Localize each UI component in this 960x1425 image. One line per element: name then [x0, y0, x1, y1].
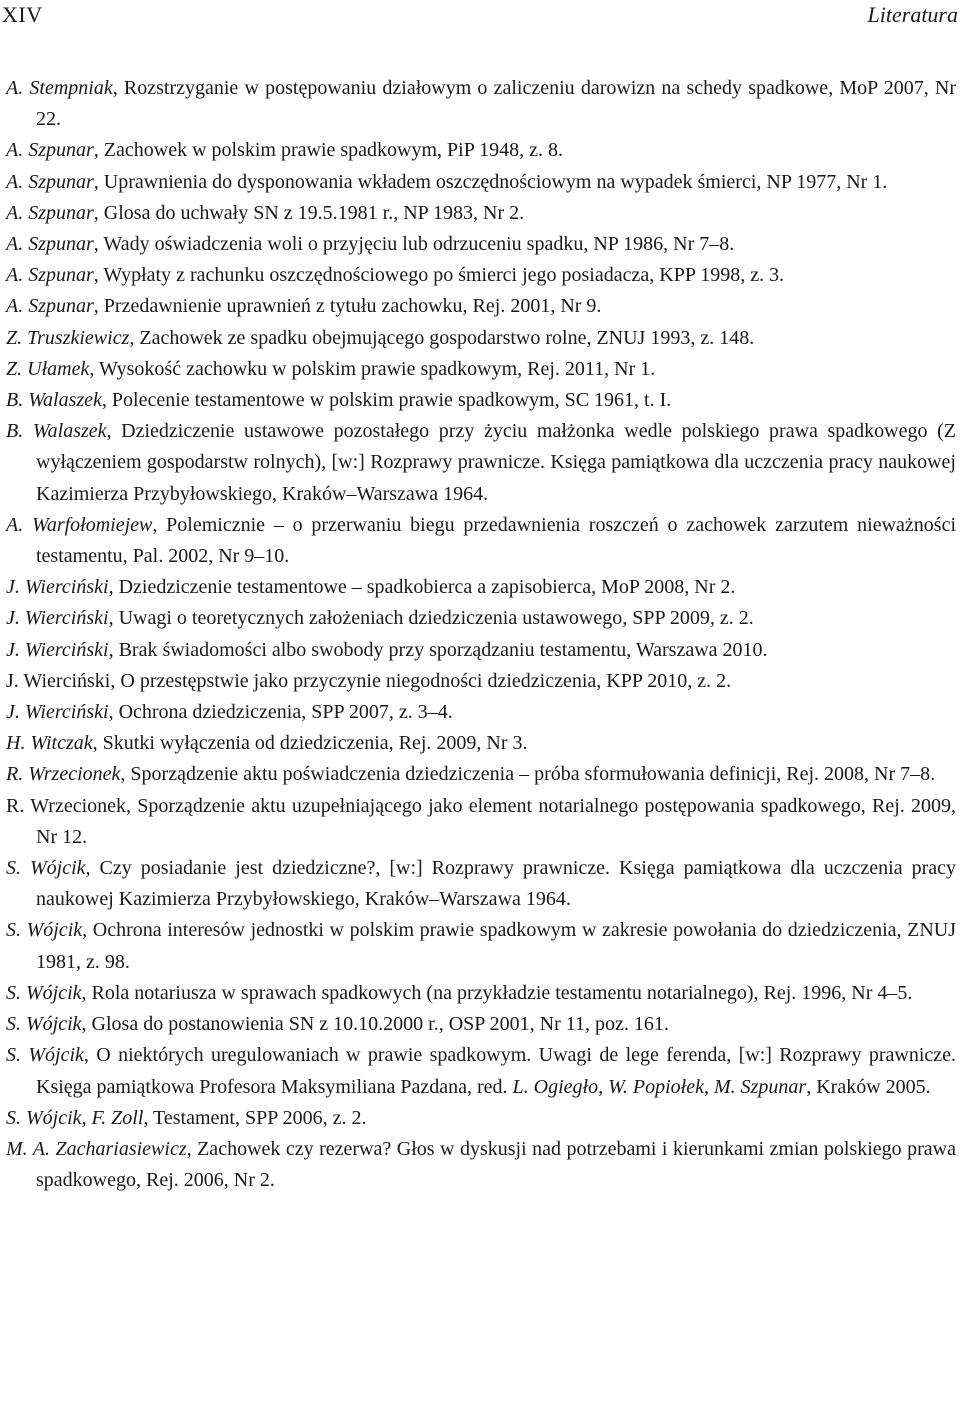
entry-author: A. Stempniak	[6, 77, 113, 99]
entry-title: , Uprawnienia do dysponowania wkładem oszczędnościowym na wypadek śmierci, NP 1977, Nr 1.	[93, 170, 888, 193]
entry-author: A. Szpunar	[6, 233, 94, 256]
bibliography-entry	[6, 291, 956, 322]
entry-author: Z. Truszkiewicz	[6, 326, 130, 349]
bibliography-entry	[6, 323, 956, 354]
bibliography-entry	[6, 198, 956, 229]
entry-author: S. Wójcik	[6, 1013, 82, 1036]
entry-author: M. A. Zachariasiewicz	[6, 1137, 187, 1160]
bibliography-entry	[6, 915, 956, 977]
entry-title: , Czy posiadanie jest dziedziczne?, [w:] Rozprawy prawnicze. Księga pamiątkowa dla uczczenia pracy naukowej Kazimierza Przybyłowskiego, Kraków–Warszawa 1964.	[36, 857, 957, 911]
bibliography-entry	[6, 666, 956, 697]
entry-title: , Kraków 2005.	[806, 1075, 931, 1098]
page-header	[0, 0, 960, 32]
entry-author: B. Walaszek	[6, 389, 102, 412]
bibliography-entry	[6, 1040, 956, 1102]
entry-title: , Rozstrzyganie w postępowaniu działowym o zaliczeniu darowizn na schedy spadkowe, MoP 2007, Nr 22.	[36, 77, 956, 131]
entry-title: , Uwagi o teoretycznych założeniach dziedziczenia ustawowego, SPP 2009, z. 2.	[108, 607, 754, 630]
bibliography-entry	[6, 1134, 956, 1196]
entry-author: B. Walaszek	[6, 420, 107, 443]
entry-author: S. Wójcik	[6, 1044, 84, 1067]
bibliography-entry	[6, 853, 956, 915]
entry-author: J. Wierciński	[6, 576, 109, 599]
running-title: Literatura	[867, 2, 958, 27]
entry-author: R. Wrzecionek	[6, 794, 127, 817]
entry-title: , Sporządzenie aktu uzupełniającego jako element notarialnego postępowania spadkowego, Rej. 2009, Nr 12.	[36, 794, 956, 848]
entry-title: , Glosa do postanowienia SN z 10.10.2000 r., OSP 2001, Nr 11, poz. 161.	[81, 1013, 669, 1036]
entry-title: , Rola notariusza w sprawach spadkowych (na przykładzie testamentu notarialnego), Rej. 1996, Nr 4–5.	[81, 981, 913, 1004]
entry-title: , Brak świadomości albo swobody przy sporządzaniu testamentu, Warszawa 2010.	[108, 638, 768, 661]
entry-title: , Ochrona interesów jednostki w polskim prawie spadkowym w zakresie powołania do dziedziczenia, ZNUJ 1981, z. 98.	[36, 919, 957, 973]
entry-author: R. Wrzecionek	[6, 763, 121, 786]
entry-title: , Zachowek czy rezerwa? Głos w dyskusji nad potrzebami i kierunkami zmian polskiego prawa spadkowego, Rej. 2006, Nr 2.	[36, 1137, 956, 1192]
bibliography-entry	[6, 510, 956, 572]
entry-title: , Dziedziczenie testamentowe – spadkobierca a zapisobierca, MoP 2008, Nr 2.	[108, 576, 736, 599]
entry-editors: L. Ogiegło, W. Popiołek, M. Szpunar	[512, 1075, 807, 1098]
entry-title: , Skutki wyłączenia od dziedziczenia, Rej. 2009, Nr 3.	[92, 732, 528, 755]
bibliography-entry	[6, 791, 956, 853]
entry-author: J. Wierciński	[6, 701, 109, 724]
bibliography-entry	[6, 260, 956, 291]
bibliography-entry	[6, 759, 956, 790]
entry-title: , Polemicznie – o przerwaniu biegu przedawnienia roszczeń o zachowek zarzutem nieważności testamentu, Pal. 2002, Nr 9–10.	[36, 513, 957, 568]
entry-title: , Sporządzenie aktu poświadczenia dziedziczenia – próba sformułowania definicji, Rej. 2008, Nr 7–8.	[120, 763, 936, 786]
bibliography-entry	[6, 73, 956, 135]
bibliography-entry	[6, 1103, 956, 1134]
bibliography-entry	[6, 603, 956, 634]
entry-author: A. Warfołomiejew	[6, 513, 153, 536]
entry-title: , Wysokość zachowku w polskim prawie spadkowym, Rej. 2011, Nr 1.	[89, 357, 656, 380]
entry-title: , Zachowek ze spadku obejmującego gospodarstwo rolne, ZNUJ 1993, z. 148.	[129, 326, 755, 349]
bibliography-entry	[6, 229, 956, 260]
bibliography-entry	[6, 167, 956, 198]
entry-title: , Dziedziczenie ustawowe pozostałego przy życiu małżonka wedle polskiego prawa spadkowego (Z wyłączeniem gospodarstw rolnych), [w:] Rozprawy prawnicze. Księga pamiątkowa dla uczczenia pracy naukowej Kazimierza Przybyłowskiego, Kraków–Warszawa 1964.	[36, 420, 957, 505]
entry-author: S. Wójcik	[6, 981, 82, 1004]
entry-author: H. Witczak	[6, 732, 93, 755]
entry-title: , Testament, SPP 2006, z. 2.	[143, 1106, 367, 1129]
entry-title: , Glosa do uchwały SN z 19.5.1981 r., NP 1983, Nr 2.	[93, 201, 525, 224]
entry-author: J. Wierciński	[6, 669, 111, 692]
entry-author: A. Szpunar	[6, 264, 94, 287]
bibliography-entry	[6, 728, 956, 759]
entry-author: S. Wójcik	[6, 857, 86, 880]
entry-title: , Ochrona dziedziczenia, SPP 2007, z. 3–4.	[108, 701, 453, 724]
entry-author: J. Wierciński	[6, 607, 109, 630]
entry-title: , Przedawnienie uprawnień z tytułu zachowku, Rej. 2001, Nr 9.	[93, 295, 602, 318]
entry-author: Z. Ułamek	[6, 357, 90, 380]
entry-author: S. Wójcik, F. Zoll	[6, 1106, 144, 1129]
entry-title: , Wypłaty z rachunku oszczędnościowego po śmierci jego posiadacza, KPP 1998, z. 3.	[93, 264, 785, 287]
entry-author: A. Szpunar	[6, 139, 94, 162]
bibliography-entry	[6, 635, 956, 666]
bibliography-list	[6, 73, 956, 1196]
entry-author: J. Wierciński	[6, 638, 109, 661]
bibliography-entry	[6, 978, 956, 1009]
entry-title: , O niektórych uregulowaniach w prawie spadkowym. Uwagi de lege ferenda, [w:] Rozprawy prawnicze. Księga pamiątkowa Profesora Maksymiliana Pazdana, red.	[36, 1044, 957, 1098]
entry-title: , O przestępstwie jako przyczynie niegodności dziedziczenia, KPP 2010, z. 2.	[110, 669, 732, 692]
bibliography-entry	[6, 385, 956, 416]
entry-author: A. Szpunar	[6, 295, 94, 318]
entry-title: , Zachowek w polskim prawie spadkowym, PiP 1948, z. 8.	[93, 139, 563, 162]
entry-title: , Wady oświadczenia woli o przyjęciu lub odrzuceniu spadku, NP 1986, Nr 7–8.	[93, 233, 735, 256]
entry-title: , Polecenie testamentowe w polskim prawie spadkowym, SC 1961, t. I.	[101, 389, 672, 412]
bibliography-entry	[6, 572, 956, 603]
bibliography-entry	[6, 697, 956, 728]
bibliography-entry	[6, 354, 956, 385]
entry-author: A. Szpunar	[6, 170, 94, 193]
bibliography-entry	[6, 416, 956, 510]
entry-author: S. Wójcik	[6, 919, 83, 942]
bibliography-entry	[6, 135, 956, 166]
page-number: XIV	[2, 2, 43, 27]
entry-author: A. Szpunar	[6, 201, 94, 224]
bibliography-entry	[6, 1009, 956, 1040]
